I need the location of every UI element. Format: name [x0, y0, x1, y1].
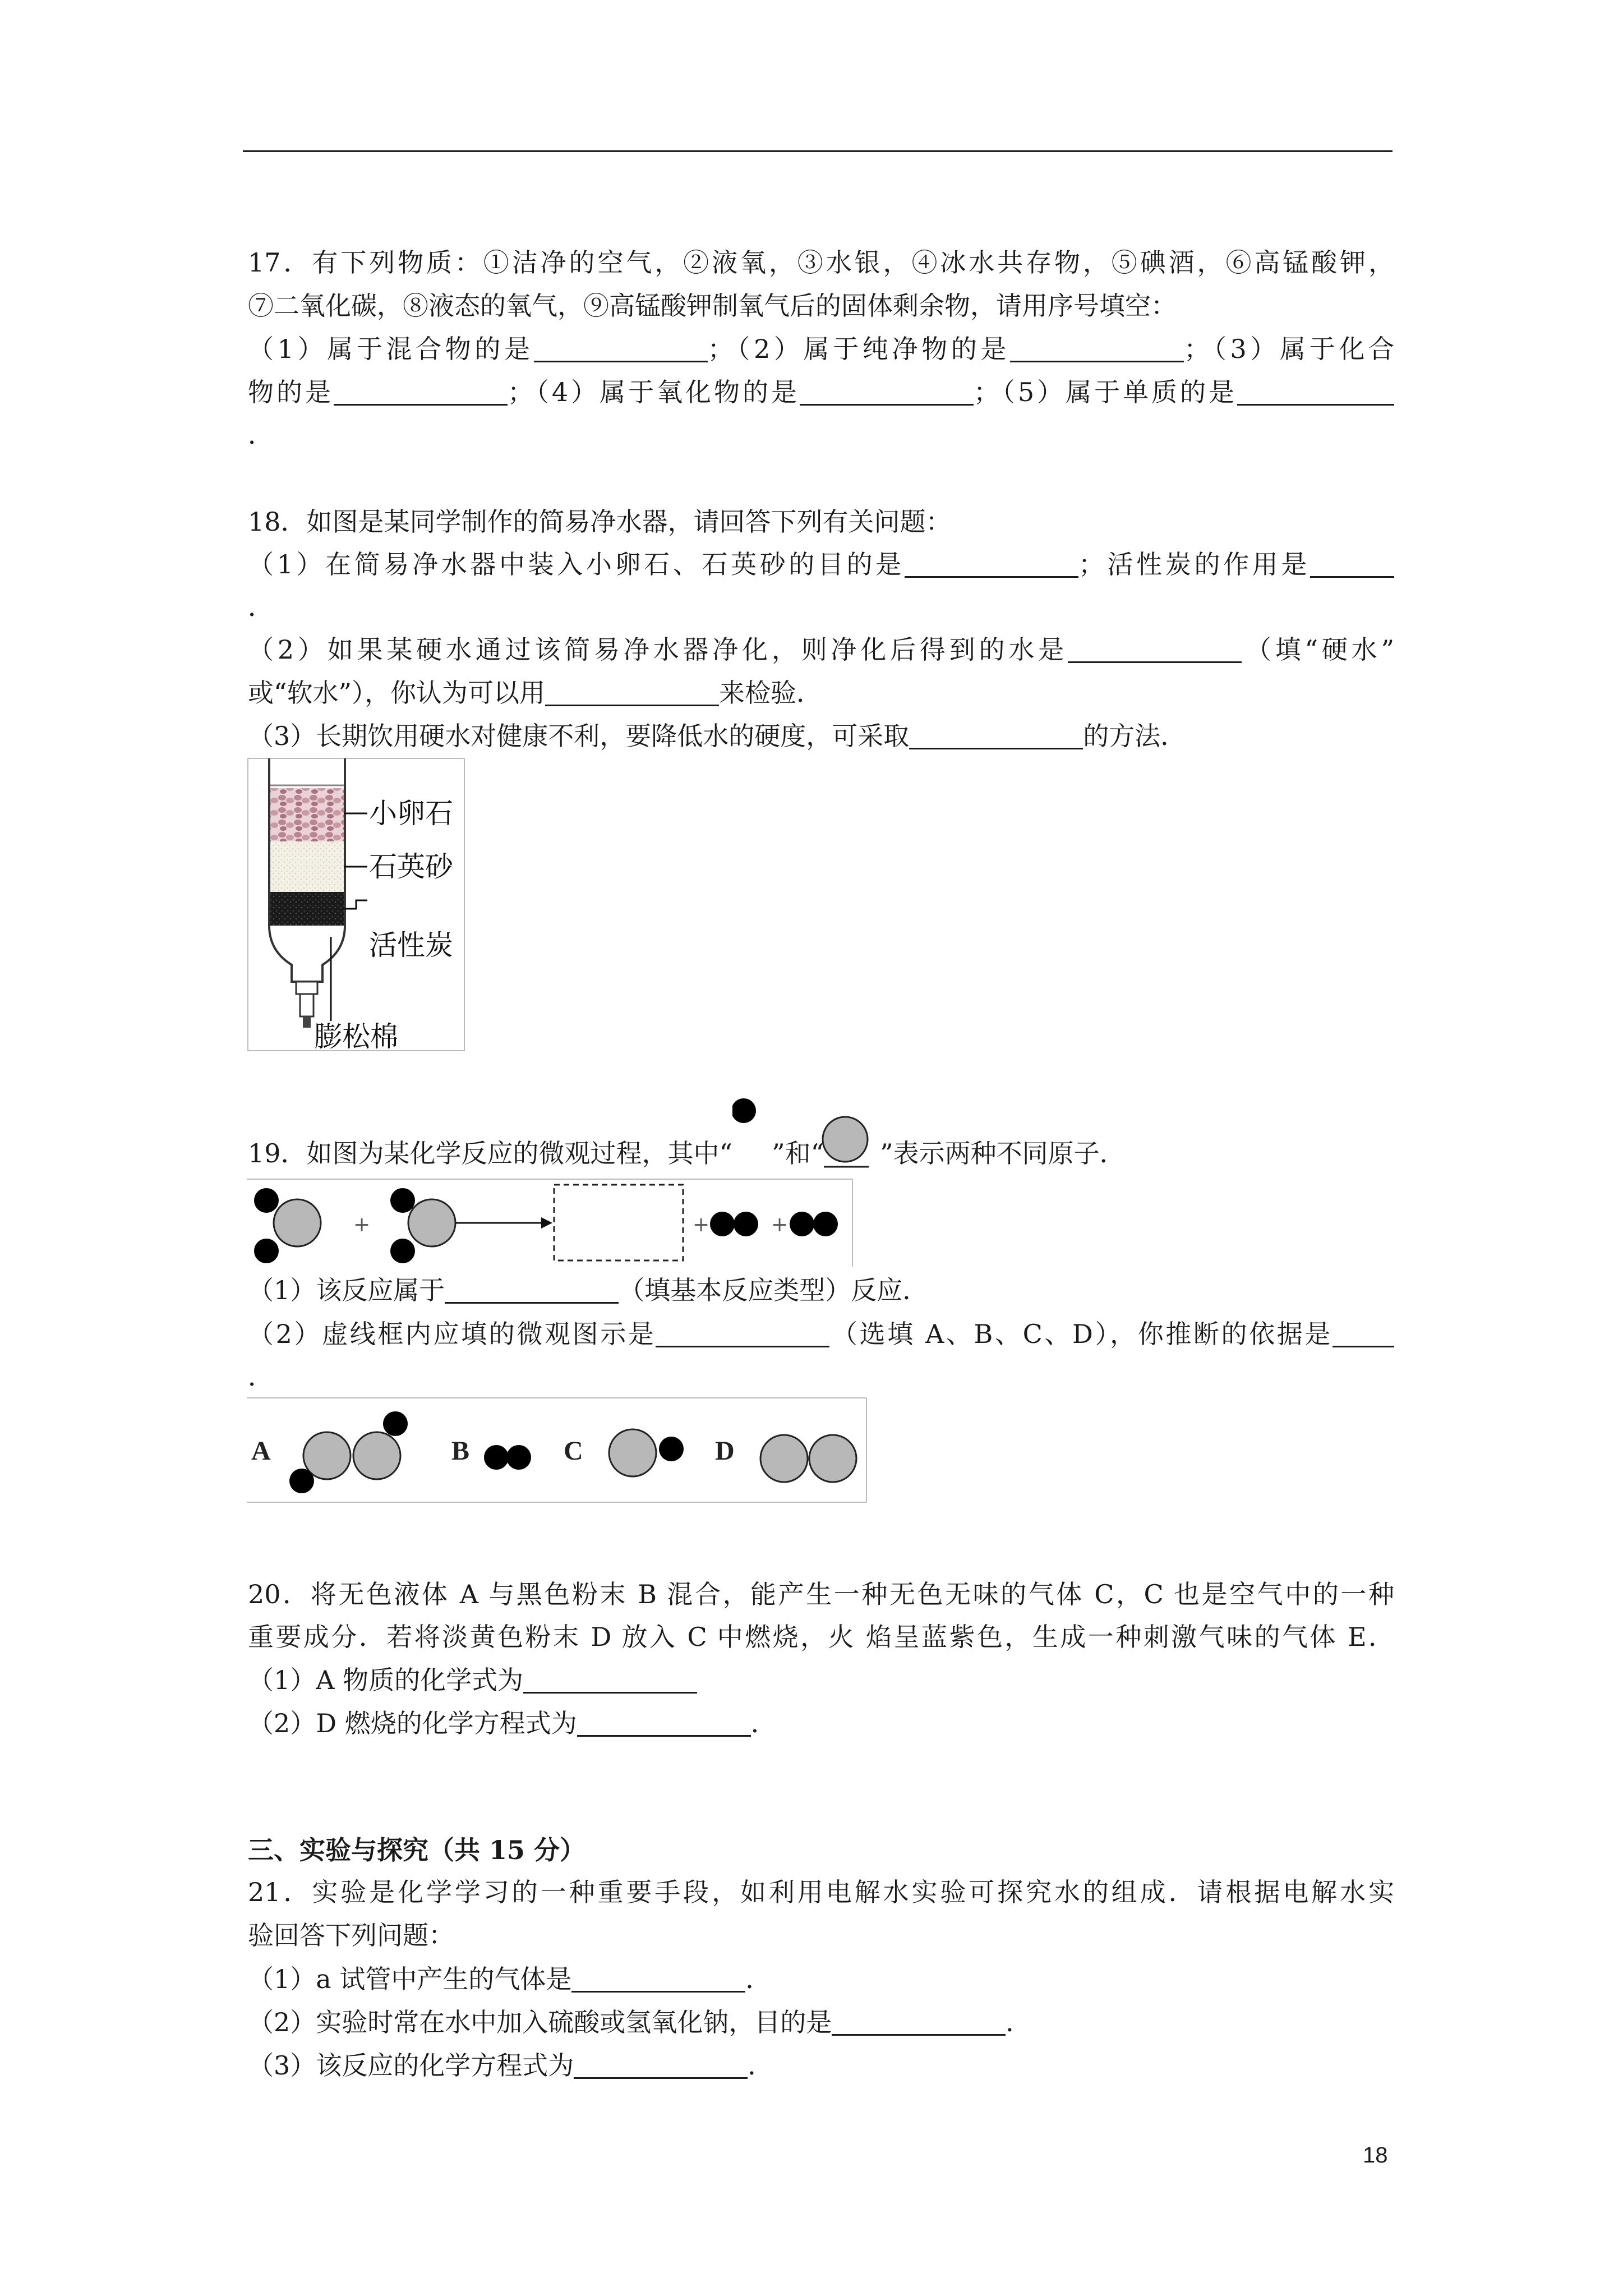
label-pebbles: 小卵石	[369, 797, 453, 830]
answer-blank[interactable]	[656, 1323, 829, 1347]
reactant-molecule-2	[390, 1188, 455, 1263]
q20-s1: （1）A 物质的化学式为	[248, 1663, 1394, 1697]
answer-blank[interactable]	[800, 381, 974, 406]
option-d-molecule	[760, 1435, 856, 1482]
large-atom-legend	[824, 1139, 880, 1172]
product-molecule-2	[790, 1212, 838, 1236]
option-c-label: C	[564, 1436, 583, 1466]
q18-s2: （2）如果某硬水通过该简易净水器净化，则净化后得到的水是 （填“硬水”	[248, 634, 1394, 665]
answer-blank[interactable]	[574, 2055, 748, 2079]
q21-s3: （3）该反应的化学方程式为 ．	[248, 2050, 774, 2081]
q21-line2: 验回答下列问题：	[248, 1920, 454, 1950]
q18-s3: （3）长期饮用硬水对健康不利，要降低水的硬度，可采取 的方法．	[248, 721, 1187, 751]
q20-line1: 20．将无色液体 A 与黑色粉末 B 混合，能产生一种无色无味的气体 C，C 也是空气中的一种	[248, 1579, 1394, 1609]
q20-line2: 重要成分．若将淡黄色粉末 D 放入 C 中燃烧，火 焰呈蓝紫色，生成一种刺激气味的气体 E．	[248, 1622, 1394, 1652]
q17-line1: 17．有下列物质：①洁净的空气，②液氧，③水银，④冰水共存物，⑤碘酒，⑥高锰酸钾，	[248, 247, 1394, 278]
q19-s1: （1）该反应属于 （填基本反应类型）反应．	[248, 1275, 929, 1305]
q17-line3: （1）属于混合物的是 ；（2）属于纯净物的是 ；（3）属于化合	[248, 334, 1394, 364]
product-molecule-1	[710, 1212, 758, 1236]
answer-blank[interactable]	[1332, 1323, 1394, 1347]
answer-blank[interactable]	[571, 1968, 745, 1993]
answer-blank[interactable]	[905, 554, 1078, 578]
answer-blank[interactable]	[577, 1713, 751, 1737]
q21-s2: （2）实验时常在水中加入硫酸或氢氧化钠，目的是 ．	[248, 2007, 1032, 2037]
answer-blank[interactable]	[1310, 554, 1394, 578]
q18-s1-end: ．	[248, 592, 274, 622]
large-gray-atom-icon	[823, 1117, 868, 1162]
q21-line1: 21．实验是化学学习的一种重要手段，如利用电解水实验可探究水的组成．请根据电解水实	[248, 1877, 1394, 1907]
option-b-molecule	[484, 1445, 531, 1470]
plus-sign: +	[693, 1213, 710, 1236]
q17-end: ．	[248, 420, 274, 450]
answer-blank[interactable]	[832, 2012, 1006, 2036]
reactant-molecule-1	[254, 1188, 321, 1263]
options-figure	[247, 1397, 869, 1503]
answer-blank[interactable]	[909, 725, 1083, 749]
q17-line2: ⑦二氧化碳，⑧液态的氧气，⑨高锰酸钾制氧气后的固体剩余物，请用序号填空：	[248, 291, 1177, 321]
label-activated-carbon: 活性炭	[369, 929, 453, 961]
dashed-answer-box	[554, 1185, 683, 1260]
q19-stem: 19．如图为某化学反应的微观过程，其中“ ”和“ ”表示两种不同原子．	[248, 1137, 1394, 1172]
q18-stem: 18．如图是某同学制作的简易净水器，请回答下列有关问题：	[248, 507, 952, 537]
answer-blank[interactable]	[1010, 338, 1184, 362]
section-title: 三、实验与探究（共 15 分）	[248, 1835, 586, 1865]
option-d-label: D	[715, 1436, 735, 1466]
option-b-label: B	[451, 1436, 470, 1466]
label-quartz-sand: 石英砂	[369, 850, 453, 883]
label-cotton: 膨松棉	[314, 1020, 398, 1052]
page-number: 18	[1363, 2143, 1388, 2168]
answer-blank[interactable]	[534, 338, 708, 362]
answer-blank[interactable]	[1068, 639, 1242, 663]
pebble-layer	[270, 788, 344, 841]
q18-s1: （1）在简易净水器中装入小卵石、石英砂的目的是 ；活性炭的作用是	[248, 547, 1394, 581]
leader-line-3	[344, 900, 367, 909]
bottle-nozzle	[296, 982, 317, 994]
q17-line4: 物的是 ；（4）属于氧化物的是 ；（5）属于单质的是	[248, 375, 1394, 409]
header-rule	[243, 150, 1393, 152]
q19-s2-end: ．	[248, 1361, 274, 1392]
small-black-atom-icon	[732, 1098, 756, 1123]
sand-layer	[270, 841, 344, 892]
option-a-label: A	[251, 1436, 271, 1466]
answer-blank[interactable]	[545, 682, 719, 706]
carbon-layer	[270, 892, 344, 926]
reaction-diagram	[247, 1178, 858, 1268]
q18-s2-cont: 或“软水”），你认为可以用 来检验．	[248, 678, 823, 708]
small-atom-legend	[732, 1139, 772, 1172]
plus-sign: +	[353, 1213, 371, 1236]
answer-blank[interactable]	[334, 381, 508, 406]
q21-s1: （1）a 试管中产生的气体是 ．	[248, 1964, 772, 1994]
q19-s2: （2）虚线框内应填的微观图示是 （选填 A、B、C、D），你推断的依据是	[248, 1317, 1394, 1351]
water-filter-figure	[247, 757, 465, 1052]
q20-s2: （2）D 燃烧的化学方程式为 ．	[248, 1708, 777, 1738]
option-c-molecule	[609, 1429, 684, 1476]
plus-sign: +	[771, 1213, 789, 1236]
option-a-molecule	[289, 1411, 408, 1493]
answer-blank[interactable]	[523, 1669, 697, 1694]
answer-blank[interactable]	[1237, 381, 1394, 406]
answer-blank[interactable]	[445, 1280, 619, 1304]
